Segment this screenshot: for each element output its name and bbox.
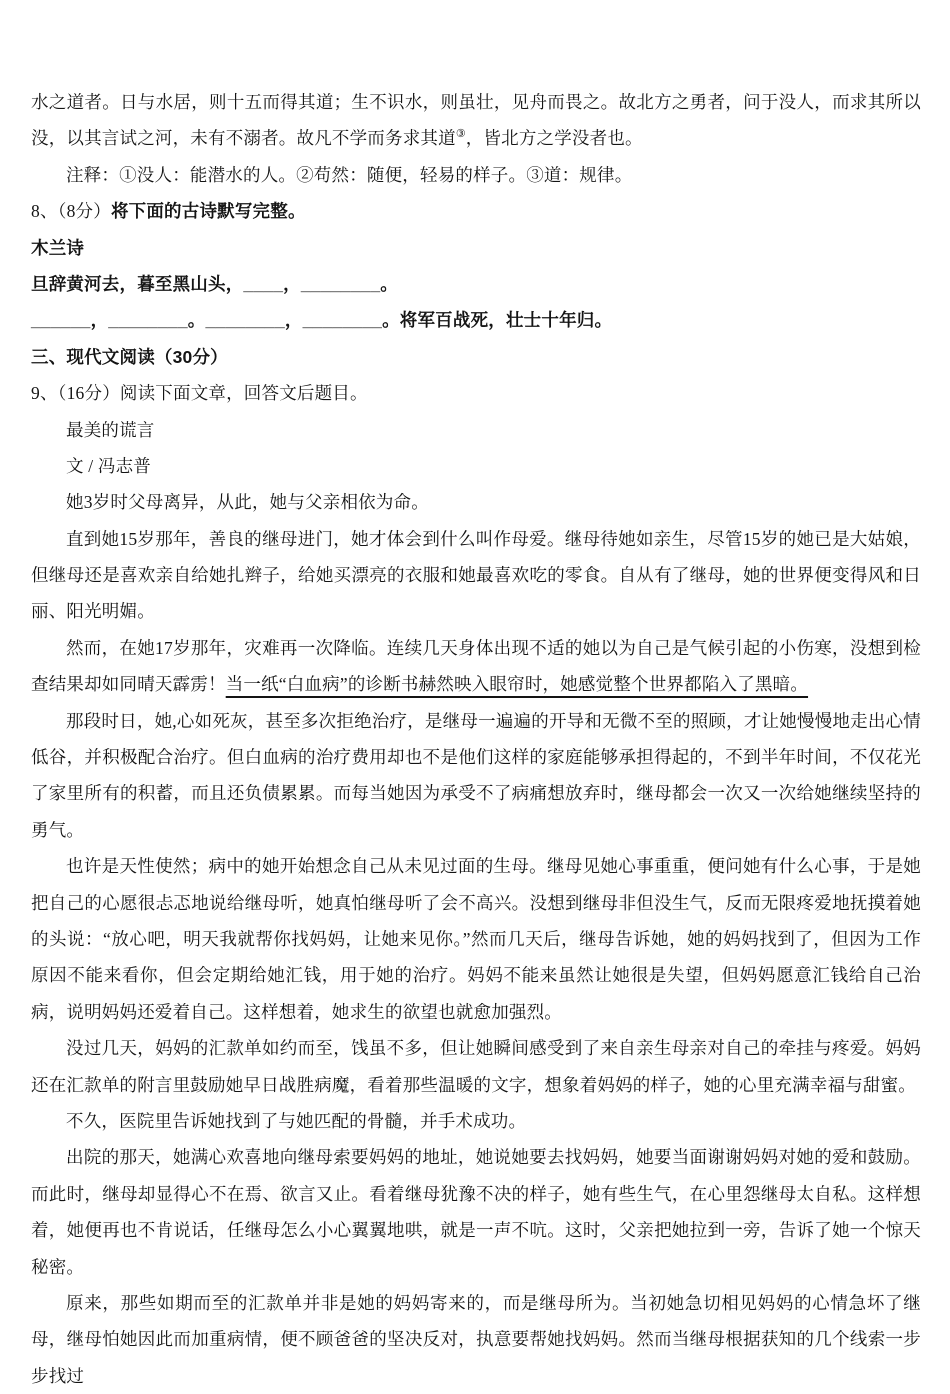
classical-passage-text-end: ，皆北方之学没者也。 bbox=[465, 128, 643, 149]
footnote-superscript-3: ③ bbox=[455, 128, 466, 141]
essay-paragraph-8: 出院的那天，她满心欢喜地向继母索要妈妈的地址，她说她要去找妈妈，她要当面谢谢妈妈对她的爱和鼓励。而此时，继母却显得心不在焉、欲言又止。看着继母犹豫不决的样子，她有些生气，在心里怨继母太自私。这样想着，她便再也不肯说话，任继母怎么小心翼翼地哄，就是一声不吭。这时，父亲把她拉到一旁，告诉了她一个惊天秘密。 bbox=[31, 1147, 921, 1277]
poem-line-1: 旦辞黄河去，暮至黑山头，____，________。 bbox=[31, 273, 398, 294]
essay-paragraph-5: 也许是天性使然；病中的她开始想念自己从未见过面的生母。继母见她心事重重，便问她有什么心事，于是她把自己的心愿很忐忑地说给继母听，她真怕继母听了会不高兴。没想到继母非但没生气，反而无限疼爱地抚摸着她的头说：“放心吧，明天我就帮你找妈妈，让她来见你。”然而几天后，继母告诉她，她的妈妈找到了，但因为工作原因不能来看你，但会定期给她汇钱，用于她的治疗。妈妈不能来虽然让她很是失望，但妈妈愿意汇钱给自己治病，说明妈妈还爱着自己。这样想着，她求生的欲望也就愈加强烈。 bbox=[31, 856, 921, 1022]
question-8-header bbox=[31, 193, 921, 229]
poem-line-2: ______，________。________，________。将军百战死，壮士十年归。 bbox=[31, 310, 613, 331]
essay-author: 文 / 冯志普 bbox=[66, 455, 152, 476]
essay-paragraph-3 bbox=[31, 630, 921, 703]
section-3-header: 三、现代文阅读（30分） bbox=[31, 346, 228, 367]
essay-paragraph-2: 直到她15岁那年，善良的继母进门，她才体会到什么叫作母爱。继母待她如亲生，尽管15岁的她已是大姑娘，但继母还是喜欢亲自给她扎辫子，给她买漂亮的衣服和她最喜欢吃的零食。自从有了继母，她的世界便变得风和日丽、阳光明媚。 bbox=[31, 528, 921, 622]
question-9-header: 9、（16分）阅读下面文章，回答文后题目。 bbox=[31, 383, 368, 404]
essay-paragraph-6: 没过几天，妈妈的汇款单如约而至，饯虽不多，但让她瞬间感受到了来自亲生母亲对自己的牵挂与疼爱。妈妈还在汇款单的附言里鼓励她早日战胜病魔，看着那些温暖的文字，想象着妈妈的样子，她的心里充满幸福与甜蜜。 bbox=[31, 1038, 921, 1095]
essay-paragraph-4: 那段时日，她,心如死灰，甚至多次拒绝治疗，是继母一遍遍的开导和无微不至的照顾，才让她慢慢地走出心情低谷，并积极配合治疗。但白血病的治疗费用却也不是他们这样的家庭能够承担得起的，不到半年时间，不仅花光了家里所有的积蓄，而且还负债累累。而每当她因为承受不了病痛想放弃时，继母都会一次又一次给她继续坚持的勇气。 bbox=[31, 710, 921, 840]
essay-paragraph-1: 她3岁时父母离异，从此，她与父亲相依为命。 bbox=[66, 492, 429, 513]
essay-title: 最美的谎言 bbox=[66, 419, 155, 440]
passage-notes: 注释：①没人：能潜水的人。②苟然：随便，轻易的样子。③道：规律。 bbox=[66, 164, 633, 185]
question-8-number: 8、（8分） bbox=[31, 201, 111, 222]
question-8-instruction: 将下面的古诗默写完整。 bbox=[110, 201, 306, 222]
essay-paragraph-3-normal: 然而，在她17岁那年，灾难再一次降临。连续几天身体出现不适的她以为自己是气候引起的小伤寒，没想到检查结果却如同晴天霹雳！ bbox=[31, 637, 921, 695]
essay-paragraph-9: 原来，那些如期而至的汇款单并非是她的妈妈寄来的，而是继母所为。当初她急切相见妈妈的心情急坏了继母，继母怕她因此而加重病情，便不顾爸爸的坚决反对，执意要帮她找妈妈。然而当继母根据获知的几个线索一步步找过 bbox=[31, 1292, 921, 1386]
classical-passage-text: 水之道者。日与水居，则十五而得其道；生不识水，则虽壮，见舟而畏之。故北方之勇者，问于没人，而求其所以没，以其言试之河，未有不溺者。故凡不学而务求其道 bbox=[31, 92, 921, 149]
classical-passage bbox=[31, 84, 921, 157]
essay-paragraph-3-underlined: 当一纸“白血病”的诊断书赫然映入眼帘时，她感觉整个世界都陷入了黑暗。 bbox=[225, 674, 809, 695]
essay-paragraph-7: 不久，医院里告诉她找到了与她匹配的骨髓，并手术成功。 bbox=[66, 1110, 527, 1131]
poem-title: 木兰诗 bbox=[31, 237, 85, 258]
